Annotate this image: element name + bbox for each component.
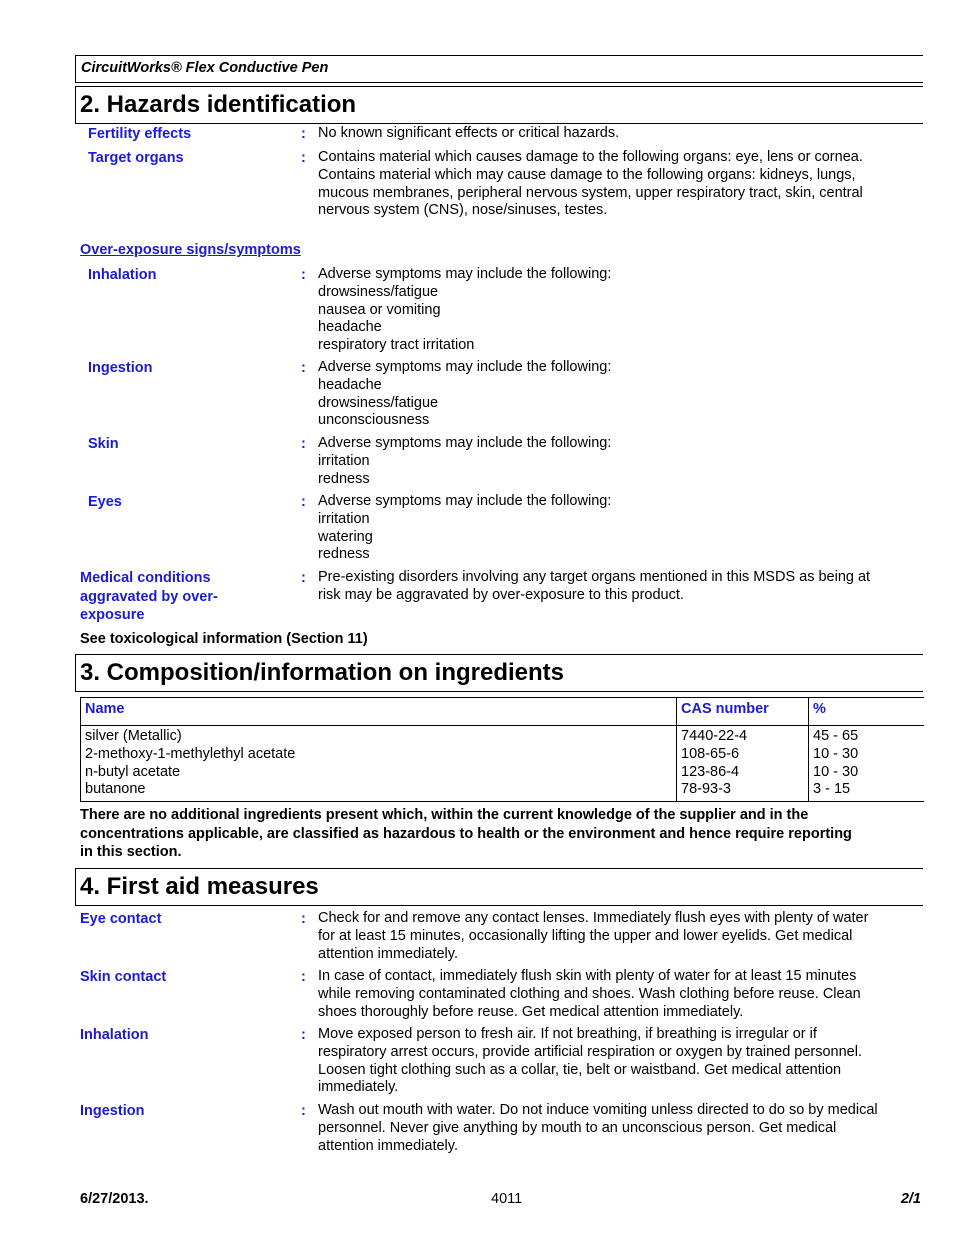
column-header-cas: CAS number [677, 698, 809, 726]
field-value: Check for and remove any contact lenses. Immediately flush eyes with plenty of water for at least 15 minutes, occasionally lifting the upper and lower eyelids. Get medical attention immediately. [318, 910, 869, 962]
field-label: Inhalation [80, 1027, 149, 1043]
colon: : [301, 436, 306, 452]
field-label: Inhalation [88, 267, 157, 283]
ingredient-names-cell: silver (Metallic) 2-methoxy-1-methylethyl acetate n-butyl acetate butanone [81, 726, 677, 802]
footer-page-number: 2/1 [900, 1191, 921, 1207]
section-4-title: 4. First aid measures [75, 868, 923, 906]
ingredients-table [80, 697, 924, 802]
field-value: Adverse symptoms may include the following: irritation redness [318, 435, 612, 487]
overexposure-heading-link[interactable]: Over-exposure signs/symptoms [80, 242, 301, 258]
field-value: No known significant effects or critical hazards. [318, 125, 620, 141]
field-value: Contains material which causes damage to the following organs: eye, lens or cornea. Contains material which may cause damage to the following organs: kidneys, lungs, mucous membranes, peripheral nervous system, upper respiratory tract, skin, central nervous system (CNS), nose/sinuses, testes. [318, 149, 863, 219]
field-label: Eye contact [80, 911, 162, 927]
product-name-header: CircuitWorks® Flex Conductive Pen [75, 55, 923, 83]
colon: : [301, 494, 306, 510]
field-value: In case of contact, immediately flush skin with plenty of water for at least 15 minutes while removing contaminated clothing and shoes. Wash clothing before reuse. Clean shoes thoroughly before reuse. Get medical attention immediately. [318, 968, 861, 1020]
additional-ingredients-note: There are no additional ingredients present which, within the current knowledge of the supplier and in the concentrations applicable, are classified as hazardous to health or the environment and hence require reporting in this section. [80, 807, 852, 860]
field-label: Fertility effects [88, 126, 192, 142]
section-3-title: 3. Composition/information on ingredients [75, 654, 923, 692]
field-label: Target organs [88, 150, 184, 166]
footer-code: 4011 [491, 1191, 523, 1207]
field-value: Pre-existing disorders involving any target organs mentioned in this MSDS as being at risk may be aggravated by over-exposure to this product. [318, 569, 871, 603]
field-value: Adverse symptoms may include the following: drowsiness/fatigue nausea or vomiting headache respiratory tract irritation [318, 266, 612, 354]
footer-date: 6/27/2013. [80, 1191, 149, 1207]
table-header-row [81, 698, 925, 726]
field-label: Skin contact [80, 969, 167, 985]
field-value: Adverse symptoms may include the following: headache drowsiness/fatigue unconsciousness [318, 359, 612, 429]
see-toxicological-note: See toxicological information (Section 11) [80, 631, 368, 647]
colon: : [301, 911, 306, 927]
colon: : [301, 570, 306, 586]
colon: : [301, 1103, 306, 1119]
colon: : [301, 969, 306, 985]
column-header-name: Name [81, 698, 677, 726]
colon: : [301, 126, 306, 142]
colon: : [301, 360, 306, 376]
column-header-percent: % [809, 698, 925, 726]
section-2-title: 2. Hazards identification [75, 86, 923, 124]
percent-cell: 45 - 65 10 - 30 10 - 30 3 - 15 [809, 726, 925, 802]
field-label: Eyes [88, 494, 122, 510]
field-value: Wash out mouth with water. Do not induce vomiting unless directed to do so by medical personnel. Never give anything by mouth to an unconscious person. Get medical attention immediately. [318, 1102, 878, 1154]
field-value: Move exposed person to fresh air. If not breathing, if breathing is irregular or if respiratory arrest occurs, provide artificial respiration or oxygen by trained personnel. Loosen tight clothing such as a collar, tie, belt or waistband. Get medical attention immediately. [318, 1026, 862, 1096]
field-label: Medical conditions aggravated by over- exposure [80, 570, 218, 623]
field-label: Skin [88, 436, 119, 452]
field-label: Ingestion [88, 360, 153, 376]
cas-numbers-cell: 7440-22-4 108-65-6 123-86-4 78-93-3 [677, 726, 809, 802]
colon: : [301, 1027, 306, 1043]
colon: : [301, 267, 306, 283]
field-label: Ingestion [80, 1103, 145, 1119]
colon: : [301, 150, 306, 166]
table-row [81, 726, 925, 802]
field-value: Adverse symptoms may include the following: irritation watering redness [318, 493, 612, 563]
